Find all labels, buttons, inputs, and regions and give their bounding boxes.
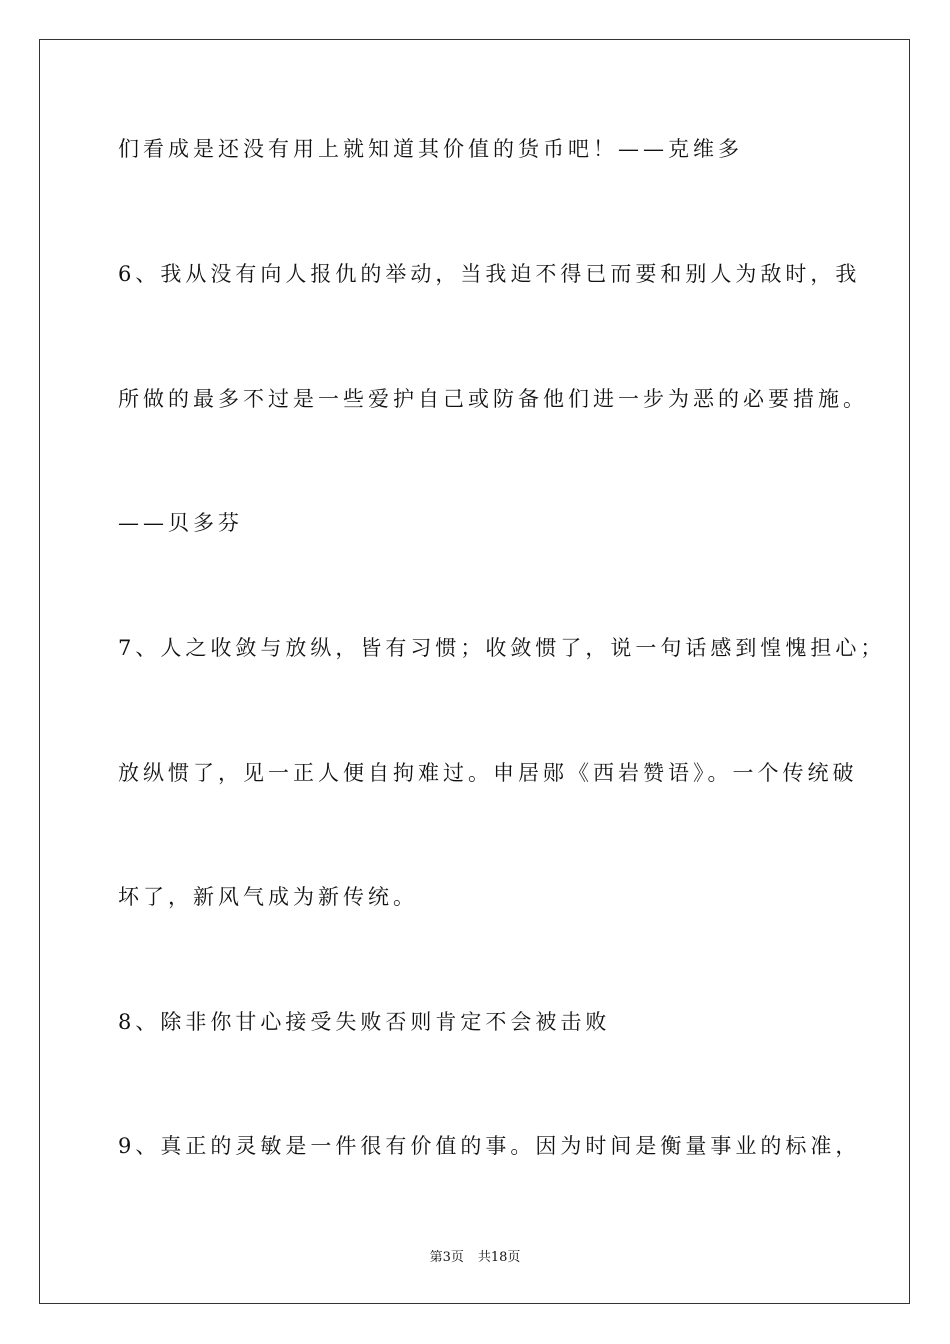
page-total: 共18页 bbox=[477, 1250, 521, 1265]
text-line-8: 8、除非你甘心接受失败否则肯定不会被击败 bbox=[118, 1010, 611, 1034]
text-line-3: 所做的最多不过是一些爱护自己或防备他们进一步为恶的必要措施。 bbox=[118, 387, 868, 411]
page-footer bbox=[0, 1246, 950, 1265]
text-line-7: 坏了，新风气成为新传统。 bbox=[118, 885, 418, 909]
text-line-6: 放纵惯了，见一正人便自拘难过。申居郧《西岩赞语》。一个传统破 bbox=[118, 761, 858, 785]
page-number: 第3页 bbox=[429, 1250, 464, 1265]
text-line-5: 7、人之收敛与放纵，皆有习惯；收敛惯了，说一句话感到惶愧担心； bbox=[118, 636, 886, 660]
text-line-4: ——贝多芬 bbox=[118, 511, 243, 535]
text-line-2: 6、我从没有向人报仇的举动，当我迫不得已而要和别人为敌时，我 bbox=[118, 262, 861, 286]
text-line-1: 们看成是还没有用上就知道其价值的货币吧！——克维多 bbox=[118, 137, 743, 161]
text-line-9: 9、真正的灵敏是一件很有价值的事。因为时间是衡量事业的标准， bbox=[118, 1134, 861, 1158]
page-border bbox=[39, 39, 910, 1304]
